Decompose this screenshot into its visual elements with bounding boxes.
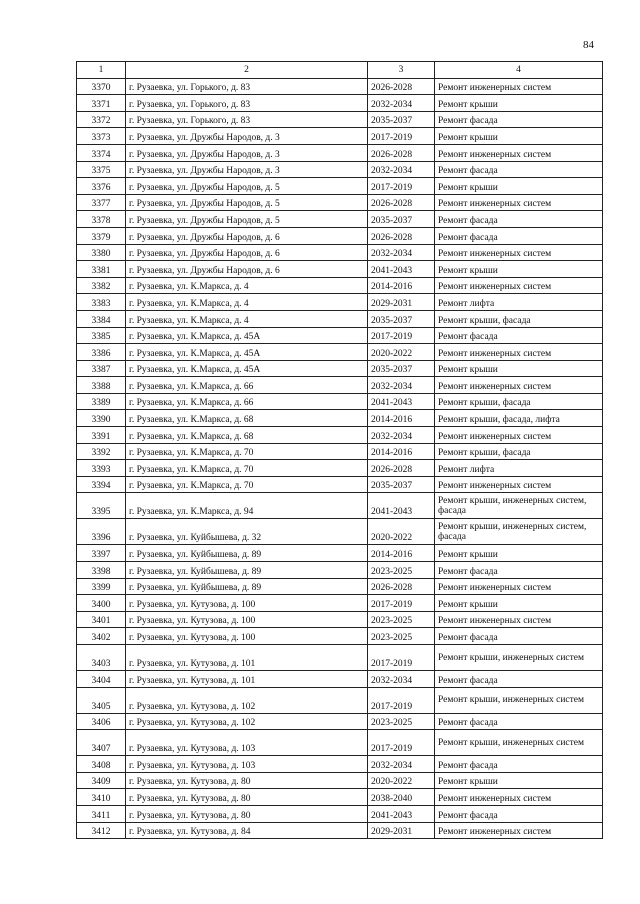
cell-period: 2026-2028: [368, 578, 435, 595]
table-row: [77, 194, 603, 211]
cell-period: 2026-2028: [368, 144, 435, 161]
cell-period: 2032-2034: [368, 377, 435, 394]
table-body: [77, 78, 603, 839]
cell-address: г. Рузаевка, ул. К.Маркса, д. 45А: [126, 360, 368, 377]
cell-period: 2035-2037: [368, 111, 435, 128]
cell-address: г. Рузаевка, ул. Кутузова, д. 103: [126, 730, 368, 756]
cell-number: 3375: [77, 161, 126, 178]
cell-work: Ремонт фасада: [435, 628, 603, 645]
table-row: [77, 78, 603, 95]
table-row: [77, 460, 603, 477]
table-row: [77, 687, 603, 713]
cell-work: Ремонт крыши: [435, 261, 603, 278]
cell-number: 3376: [77, 178, 126, 195]
cell-address: г. Рузаевка, ул. К.Маркса, д. 68: [126, 427, 368, 444]
cell-period: 2023-2025: [368, 611, 435, 628]
cell-work: Ремонт инженерных систем: [435, 578, 603, 595]
cell-address: г. Рузаевка, ул. Горького, д. 83: [126, 95, 368, 112]
cell-number: 3394: [77, 476, 126, 493]
cell-number: 3372: [77, 111, 126, 128]
cell-number: 3371: [77, 95, 126, 112]
cell-period: 2026-2028: [368, 78, 435, 95]
table-row: [77, 128, 603, 145]
cell-address: г. Рузаевка, ул. К.Маркса, д. 68: [126, 410, 368, 427]
cell-address: г. Рузаевка, ул. Кутузова, д. 100: [126, 595, 368, 612]
cell-work: Ремонт инженерных систем: [435, 277, 603, 294]
cell-number: 3385: [77, 327, 126, 344]
cell-work: Ремонт инженерных систем: [435, 144, 603, 161]
cell-work: Ремонт крыши, инженерных систем: [435, 730, 603, 756]
cell-address: г. Рузаевка, ул. Кутузова, д. 100: [126, 611, 368, 628]
cell-period: 2032-2034: [368, 756, 435, 773]
cell-address: г. Рузаевка, ул. Кутузова, д. 101: [126, 645, 368, 671]
cell-number: 3406: [77, 713, 126, 730]
table-row: [77, 410, 603, 427]
cell-work: Ремонт крыши: [435, 95, 603, 112]
table-row: [77, 327, 603, 344]
cell-period: 2026-2028: [368, 194, 435, 211]
cell-address: г. Рузаевка, ул. Дружбы Народов, д. 5: [126, 178, 368, 195]
table-row: [77, 822, 603, 839]
cell-work: Ремонт крыши, инженерных систем, фасада: [435, 493, 603, 519]
cell-work: Ремонт инженерных систем: [435, 427, 603, 444]
table-row: [77, 377, 603, 394]
cell-address: г. Рузаевка, ул. Куйбышева, д. 89: [126, 545, 368, 562]
table-row: [77, 310, 603, 327]
cell-period: 2029-2031: [368, 294, 435, 311]
table-row: [77, 805, 603, 822]
cell-work: Ремонт крыши, инженерных систем: [435, 687, 603, 713]
cell-work: Ремонт крыши: [435, 128, 603, 145]
cell-number: 3401: [77, 611, 126, 628]
cell-period: 2035-2037: [368, 360, 435, 377]
cell-number: 3390: [77, 410, 126, 427]
cell-address: г. Рузаевка, ул. Кутузова, д. 80: [126, 805, 368, 822]
cell-period: 2032-2034: [368, 427, 435, 444]
cell-address: г. Рузаевка, ул. Дружбы Народов, д. 5: [126, 211, 368, 228]
cell-number: 3370: [77, 78, 126, 95]
cell-number: 3412: [77, 822, 126, 839]
cell-number: 3410: [77, 789, 126, 806]
cell-number: 3380: [77, 244, 126, 261]
cell-number: 3411: [77, 805, 126, 822]
cell-number: 3388: [77, 377, 126, 394]
cell-work: Ремонт фасада: [435, 805, 603, 822]
cell-period: 2035-2037: [368, 211, 435, 228]
cell-work: Ремонт крыши, фасада: [435, 310, 603, 327]
cell-period: 2014-2016: [368, 443, 435, 460]
cell-address: г. Рузаевка, ул. Кутузова, д. 80: [126, 789, 368, 806]
cell-period: 2017-2019: [368, 128, 435, 145]
table-row: [77, 111, 603, 128]
cell-address: г. Рузаевка, ул. К.Маркса, д. 45А: [126, 327, 368, 344]
cell-number: 3408: [77, 756, 126, 773]
table-row: [77, 294, 603, 311]
cell-period: 2014-2016: [368, 545, 435, 562]
cell-period: 2017-2019: [368, 687, 435, 713]
cell-address: г. Рузаевка, ул. К.Маркса, д. 94: [126, 493, 368, 519]
table-header-row: [77, 62, 603, 79]
cell-number: 3373: [77, 128, 126, 145]
column-header-period: 3: [368, 62, 435, 79]
cell-work: Ремонт инженерных систем: [435, 244, 603, 261]
table-row: [77, 344, 603, 361]
cell-address: г. Рузаевка, ул. Куйбышева, д. 89: [126, 562, 368, 579]
table-row: [77, 578, 603, 595]
table-row: [77, 443, 603, 460]
cell-work: Ремонт фасада: [435, 562, 603, 579]
cell-work: Ремонт фасада: [435, 756, 603, 773]
cell-work: Ремонт крыши, фасада, лифта: [435, 410, 603, 427]
cell-work: Ремонт крыши: [435, 178, 603, 195]
cell-period: 2032-2034: [368, 95, 435, 112]
cell-address: г. Рузаевка, ул. К.Маркса, д. 45А: [126, 344, 368, 361]
cell-number: 3397: [77, 545, 126, 562]
cell-address: г. Рузаевка, ул. Кутузова, д. 84: [126, 822, 368, 839]
repair-schedule-table: [76, 61, 603, 839]
cell-number: 3405: [77, 687, 126, 713]
cell-period: 2017-2019: [368, 595, 435, 612]
cell-period: 2041-2043: [368, 261, 435, 278]
cell-period: 2017-2019: [368, 730, 435, 756]
cell-work: Ремонт инженерных систем: [435, 194, 603, 211]
cell-address: г. Рузаевка, ул. Кутузова, д. 80: [126, 772, 368, 789]
cell-period: 2041-2043: [368, 805, 435, 822]
cell-work: Ремонт крыши, фасада: [435, 393, 603, 410]
cell-address: г. Рузаевка, ул. К.Маркса, д. 4: [126, 277, 368, 294]
cell-address: г. Рузаевка, ул. К.Маркса, д. 70: [126, 460, 368, 477]
cell-work: Ремонт крыши: [435, 595, 603, 612]
table-row: [77, 360, 603, 377]
cell-address: г. Рузаевка, ул. Дружбы Народов, д. 6: [126, 244, 368, 261]
table-row: [77, 730, 603, 756]
cell-address: г. Рузаевка, ул. К.Маркса, д. 66: [126, 393, 368, 410]
table-row: [77, 671, 603, 688]
cell-number: 3409: [77, 772, 126, 789]
cell-number: 3400: [77, 595, 126, 612]
cell-period: 2017-2019: [368, 178, 435, 195]
cell-work: Ремонт фасада: [435, 227, 603, 244]
table-row: [77, 244, 603, 261]
cell-address: г. Рузаевка, ул. Кутузова, д. 102: [126, 713, 368, 730]
cell-number: 3392: [77, 443, 126, 460]
column-header-number: 1: [77, 62, 126, 79]
cell-number: 3383: [77, 294, 126, 311]
cell-work: Ремонт лифта: [435, 294, 603, 311]
cell-work: Ремонт крыши, фасада: [435, 443, 603, 460]
cell-number: 3378: [77, 211, 126, 228]
cell-number: 3402: [77, 628, 126, 645]
cell-work: Ремонт инженерных систем: [435, 344, 603, 361]
cell-period: 2014-2016: [368, 410, 435, 427]
table-row: [77, 161, 603, 178]
table-row: [77, 178, 603, 195]
table-row: [77, 227, 603, 244]
cell-period: 2026-2028: [368, 227, 435, 244]
cell-number: 3395: [77, 493, 126, 519]
cell-period: 2017-2019: [368, 327, 435, 344]
cell-number: 3374: [77, 144, 126, 161]
cell-work: Ремонт крыши, инженерных систем, фасада: [435, 519, 603, 545]
cell-address: г. Рузаевка, ул. К.Маркса, д. 66: [126, 377, 368, 394]
cell-work: Ремонт фасада: [435, 671, 603, 688]
cell-work: Ремонт лифта: [435, 460, 603, 477]
cell-number: 3403: [77, 645, 126, 671]
cell-work: Ремонт инженерных систем: [435, 822, 603, 839]
cell-number: 3396: [77, 519, 126, 545]
table-row: [77, 211, 603, 228]
cell-period: 2014-2016: [368, 277, 435, 294]
cell-work: Ремонт крыши: [435, 360, 603, 377]
table-row: [77, 628, 603, 645]
cell-period: 2023-2025: [368, 713, 435, 730]
cell-number: 3381: [77, 261, 126, 278]
cell-number: 3393: [77, 460, 126, 477]
cell-number: 3382: [77, 277, 126, 294]
cell-address: г. Рузаевка, ул. К.Маркса, д. 4: [126, 294, 368, 311]
cell-address: г. Рузаевка, ул. Дружбы Народов, д. 3: [126, 128, 368, 145]
cell-work: Ремонт фасада: [435, 713, 603, 730]
cell-period: 2032-2034: [368, 161, 435, 178]
cell-period: 2023-2025: [368, 628, 435, 645]
cell-period: 2029-2031: [368, 822, 435, 839]
table-row: [77, 772, 603, 789]
cell-work: Ремонт крыши: [435, 772, 603, 789]
cell-period: 2032-2034: [368, 244, 435, 261]
cell-period: 2032-2034: [368, 671, 435, 688]
cell-address: г. Рузаевка, ул. Кутузова, д. 100: [126, 628, 368, 645]
table-row: [77, 427, 603, 444]
cell-number: 3386: [77, 344, 126, 361]
cell-period: 2038-2040: [368, 789, 435, 806]
column-header-address: 2: [126, 62, 368, 79]
cell-address: г. Рузаевка, ул. Кутузова, д. 103: [126, 756, 368, 773]
cell-work: Ремонт инженерных систем: [435, 611, 603, 628]
cell-period: 2020-2022: [368, 772, 435, 789]
table-row: [77, 789, 603, 806]
cell-address: г. Рузаевка, ул. Дружбы Народов, д. 6: [126, 227, 368, 244]
cell-address: г. Рузаевка, ул. К.Маркса, д. 70: [126, 443, 368, 460]
cell-address: г. Рузаевка, ул. Горького, д. 83: [126, 78, 368, 95]
cell-period: 2023-2025: [368, 562, 435, 579]
cell-work: Ремонт инженерных систем: [435, 789, 603, 806]
cell-work: Ремонт крыши: [435, 545, 603, 562]
cell-period: 2020-2022: [368, 519, 435, 545]
cell-number: 3379: [77, 227, 126, 244]
cell-period: 2017-2019: [368, 645, 435, 671]
cell-period: 2035-2037: [368, 476, 435, 493]
table-row: [77, 493, 603, 519]
cell-address: г. Рузаевка, ул. Дружбы Народов, д. 3: [126, 161, 368, 178]
cell-work: Ремонт фасада: [435, 211, 603, 228]
table-row: [77, 261, 603, 278]
cell-number: 3407: [77, 730, 126, 756]
cell-period: 2020-2022: [368, 344, 435, 361]
cell-number: 3384: [77, 310, 126, 327]
table-row: [77, 95, 603, 112]
table-row: [77, 645, 603, 671]
cell-address: г. Рузаевка, ул. Кутузова, д. 101: [126, 671, 368, 688]
cell-address: г. Рузаевка, ул. Горького, д. 83: [126, 111, 368, 128]
cell-work: Ремонт фасада: [435, 161, 603, 178]
cell-address: г. Рузаевка, ул. Куйбышева, д. 89: [126, 578, 368, 595]
cell-work: Ремонт инженерных систем: [435, 78, 603, 95]
table-row: [77, 595, 603, 612]
cell-address: г. Рузаевка, ул. Куйбышева, д. 32: [126, 519, 368, 545]
cell-address: г. Рузаевка, ул. К.Маркса, д. 70: [126, 476, 368, 493]
cell-work: Ремонт инженерных систем: [435, 476, 603, 493]
table-row: [77, 756, 603, 773]
table-row: [77, 562, 603, 579]
cell-work: Ремонт фасада: [435, 111, 603, 128]
cell-work: Ремонт фасада: [435, 327, 603, 344]
cell-address: г. Рузаевка, ул. Дружбы Народов, д. 6: [126, 261, 368, 278]
cell-number: 3398: [77, 562, 126, 579]
cell-period: 2041-2043: [368, 393, 435, 410]
cell-address: г. Рузаевка, ул. Кутузова, д. 102: [126, 687, 368, 713]
cell-number: 3399: [77, 578, 126, 595]
cell-number: 3404: [77, 671, 126, 688]
cell-work: Ремонт крыши, инженерных систем: [435, 645, 603, 671]
cell-address: г. Рузаевка, ул. К.Маркса, д. 4: [126, 310, 368, 327]
table-row: [77, 519, 603, 545]
cell-number: 3377: [77, 194, 126, 211]
page-number: 84: [583, 39, 594, 51]
cell-period: 2026-2028: [368, 460, 435, 477]
column-header-work: 4: [435, 62, 603, 79]
table-row: [77, 393, 603, 410]
cell-number: 3391: [77, 427, 126, 444]
cell-number: 3389: [77, 393, 126, 410]
cell-number: 3387: [77, 360, 126, 377]
table-row: [77, 611, 603, 628]
cell-period: 2041-2043: [368, 493, 435, 519]
cell-address: г. Рузаевка, ул. Дружбы Народов, д. 5: [126, 194, 368, 211]
table-row: [77, 545, 603, 562]
cell-address: г. Рузаевка, ул. Дружбы Народов, д. 3: [126, 144, 368, 161]
table-row: [77, 144, 603, 161]
table-row: [77, 713, 603, 730]
cell-period: 2035-2037: [368, 310, 435, 327]
cell-work: Ремонт инженерных систем: [435, 377, 603, 394]
table-row: [77, 476, 603, 493]
table-row: [77, 277, 603, 294]
